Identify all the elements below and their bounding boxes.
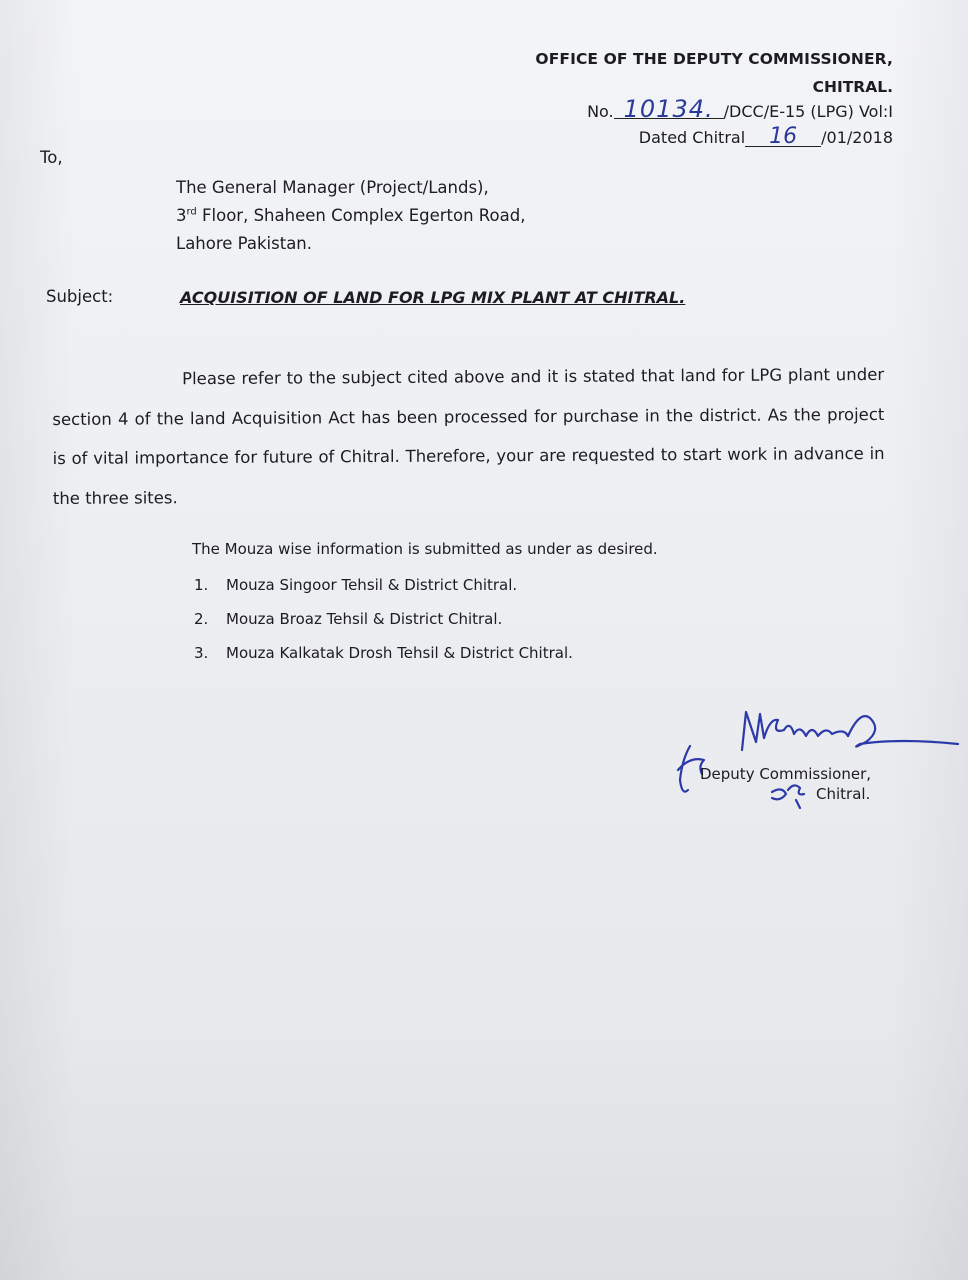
reference-line (587, 95, 893, 123)
list-item (194, 610, 502, 628)
mouza-intro: The Mouza wise information is submitted as under as desired. (192, 540, 658, 558)
ref-prefix: No. (587, 102, 614, 121)
list-text: Mouza Kalkatak Drosh Tehsil & District Chitral. (226, 644, 573, 662)
office-city: CHITRAL. (812, 78, 893, 96)
signoff-city: Chitral. (816, 785, 871, 803)
salutation-to: To, (40, 148, 63, 167)
ref-number-handwritten: 10134. (614, 100, 724, 119)
signoff-title: Deputy Commissioner, (700, 765, 872, 783)
floor-ordinal: rd (186, 206, 197, 218)
list-text: Mouza Broaz Tehsil & District Chitral. (226, 610, 503, 628)
recipient-line-3: Lahore Pakistan. (176, 234, 313, 253)
office-heading: OFFICE OF THE DEPUTY COMMISSIONER, (535, 50, 893, 68)
floor-address: Floor, Shaheen Complex Egerton Road, (196, 206, 526, 225)
list-text: Mouza Singoor Tehsil & District Chitral. (226, 576, 518, 594)
list-item (194, 644, 573, 662)
list-number: 2. (194, 610, 209, 628)
date-prefix: Dated Chitral (638, 128, 746, 147)
list-number: 1. (194, 576, 209, 594)
body-paragraph: Please refer to the subject cited above and it is stated that land for LPG plant under section 4 of the land Acquisition Act has been processed for purchase in the district. As the project is of vital importance for future of Chitral. Therefore, your are requested to start work in advance in the three sites. (52, 364, 885, 508)
floor-number: 3 (176, 206, 187, 225)
date-suffix: /01/2018 (821, 128, 893, 147)
date-line (638, 124, 893, 149)
list-number: 3. (194, 644, 209, 662)
subject-label: Subject: (46, 287, 114, 306)
recipient-line-1: The General Manager (Project/Lands), (176, 178, 489, 197)
handwritten-signature (660, 690, 968, 810)
ref-suffix: /DCC/E-15 (LPG) Vol:I (723, 102, 893, 121)
list-item (194, 576, 517, 594)
date-day-handwritten: 16 (745, 128, 821, 147)
recipient-line-2 (176, 206, 525, 225)
subject-text: ACQUISITION OF LAND FOR LPG MIX PLANT AT CHITRAL. (180, 288, 686, 307)
